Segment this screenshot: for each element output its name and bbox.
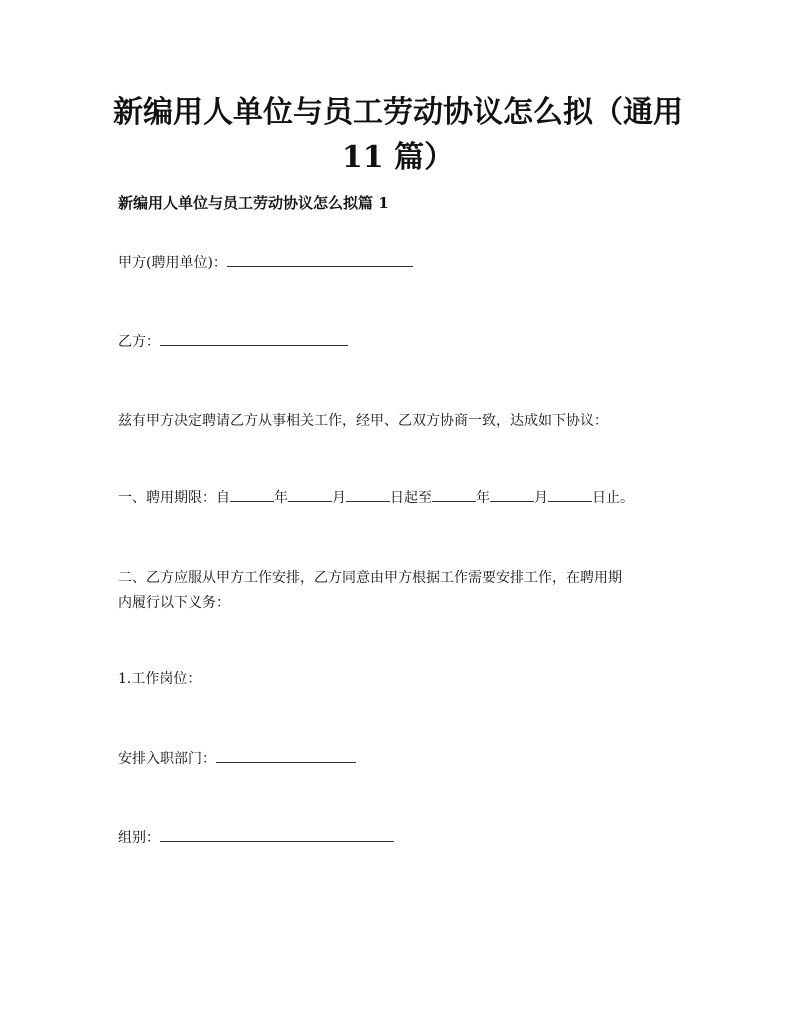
intro-paragraph: 兹有甲方决定聘请乙方从事相关工作，经甲、乙双方协商一致，达成如下协议： [118,413,608,429]
section-heading: 新编用人单位与员工劳动协议怎么拟篇 1 [118,194,389,212]
document-title-line-2: 11 篇） [341,140,455,175]
group-label: 组别： [118,830,160,846]
party-a-label: 甲方(聘用单位)： [118,255,227,271]
term-blank-year-to [432,487,476,502]
term-blank-month-to [490,487,534,502]
term-blank-day-from [346,487,390,502]
department-label: 安排入职部门： [118,751,216,767]
term-month-2: 月 [534,490,548,506]
department-line [118,748,356,770]
group-line [118,827,394,849]
clause-2-line-2: 内履行以下义务： [118,595,230,611]
group-blank [160,827,394,842]
term-clause [118,487,634,509]
party-b-line [118,331,348,353]
party-b-label: 乙方： [118,334,160,350]
term-month-1: 月 [332,490,346,506]
term-year-2: 年 [476,490,490,506]
term-day-end: 日止。 [592,490,634,506]
clause-2-line-1: 二、乙方应服从甲方工作安排，乙方同意由甲方根据工作需要安排工作，在聘用期 [118,570,622,586]
term-year-1: 年 [274,490,288,506]
department-blank [216,748,356,763]
party-b-blank [160,331,348,346]
term-day-from: 日起至 [390,490,432,506]
party-a-blank [227,252,413,267]
document-title-line-1: 新编用人单位与员工劳动协议怎么拟（通用 [113,95,683,130]
item-1-position: 1.工作岗位： [118,671,202,687]
party-a-line [118,252,413,274]
term-prefix: 一、聘用期限：自 [118,490,230,506]
term-blank-month-from [288,487,332,502]
term-blank-year-from [230,487,274,502]
term-blank-day-to [548,487,592,502]
